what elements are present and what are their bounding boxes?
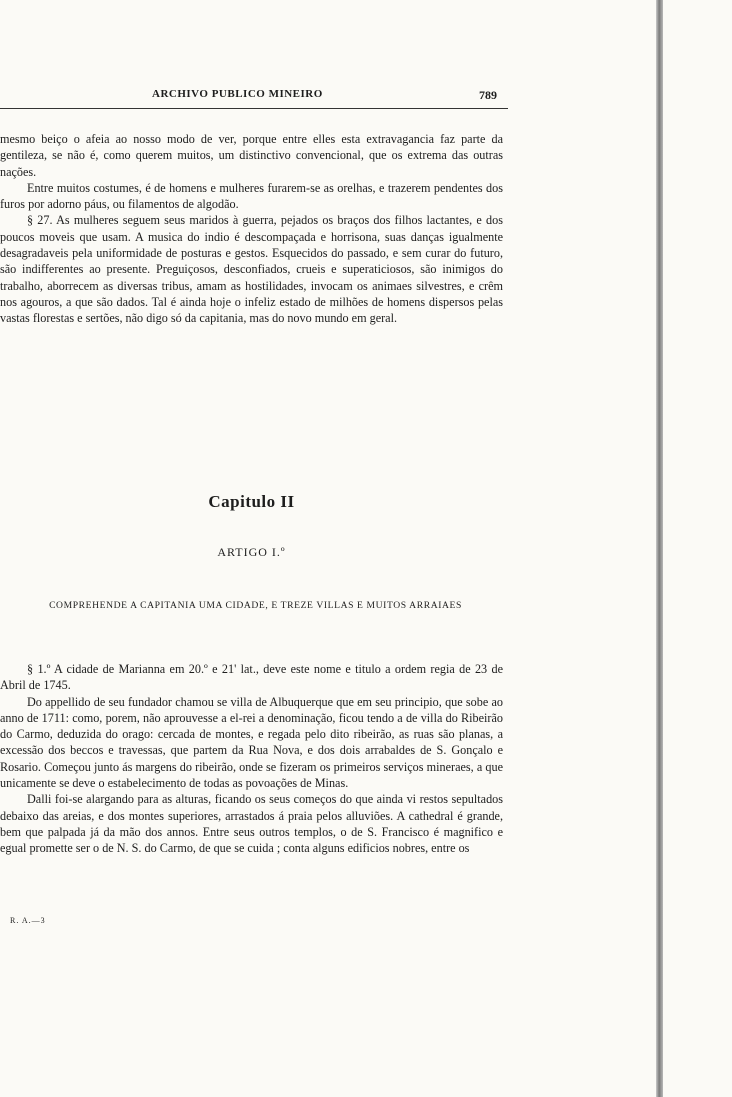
paragraph: § 27. As mulheres seguem seus maridos à guerra, pejados os braços dos filhos lactantes, e dos poucos moveis que usam. A musica do indio é descompaçada e horrisona, suas danças igualmente desagradaveis pela uniformidade de posturas e gestos. Esquecidos do passado, e sem curar do futuro, são indifferentes ao presente. Preguiçosos, desconfiados, crueis e superaticiosos, são inimigos do trabalho, aborrecem as diversas tribus, amam as hostilidades, invocam os animaes silvestres, e crêm nos agouros, a que são dados. Tal é ainda hoje o infeliz estado de milhões de homens dispersos pelas vastas florestas e sertões, não digo só da capitania, mas do novo mundo em geral. — [0, 213, 503, 326]
signature-mark: R. A.—3 — [10, 916, 46, 925]
running-header — [0, 88, 508, 109]
paragraph: § 1.º A cidade de Marianna em 20.º e 21' lat., deve este nome e titulo a ordem regia de 23 de Abril de 1745. — [0, 662, 503, 693]
paragraph: Dalli foi-se alargando para as alturas, ficando os seus começos do que ainda vi restos sepultados debaixo das areias, e dos montes superiores, arrastados á praia pelos alluviões. A cathedral é grande, bem que palpada já da mão dos annos. Entre seus outros templos, o de S. Francisco é magnifico e egual promette ser o de N. S. do Carmo, de que se cuida ; conta alguns edificios nobres, entre os — [0, 792, 503, 856]
paragraph: Do appellido de seu fundador chamou se villa de Albuquerque que em seu principio, que sobe ao anno de 1711: como, porem, não aprouvesse a el-rei a denominação, ficou tendo a de villa do Ribeirão do Carmo, deduzida do orago: cercada de montes, e regada pelo dito ribeirão, as ruas são planas, a excessão dos beccos e travessas, que partem da Rua Nova, e dos dois arrabaldes de S. Gonçalo e Rosario. Começou junto ás margens do ribeirão, onde se fizeram os primeiros serviços mineraes, a que unicamente se deve o estabelecimento de todas as povoações de Minas. — [0, 694, 503, 791]
paragraph: mesmo beiço o afeia ao nosso modo de ver, porque entre elles esta extravagancia faz parte da gentileza, se não é, como querem muitos, um distinctivo convencional, que os extrema das outras nações. — [0, 132, 503, 179]
article-title: ARTIGO I.º — [217, 545, 286, 559]
bottom-text-block — [0, 661, 503, 857]
top-text-block — [0, 131, 503, 327]
page-number: 789 — [479, 88, 497, 102]
chapter-title: Capitulo II — [208, 492, 295, 511]
header-title: ARCHIVO PUBLICO MINEIRO — [152, 88, 323, 100]
section-heading: COMPREHENDE A CAPITANIA UMA CIDADE, E TREZE VILLAS E MUITOS ARRAIAES — [49, 600, 462, 611]
paragraph: Entre muitos costumes, é de homens e mulheres furarem-se as orelhas, e trazerem pendentes dos furos por adorno páus, ou filamentos de algodão. — [0, 180, 503, 212]
scan-edge-shadow — [656, 0, 663, 1097]
